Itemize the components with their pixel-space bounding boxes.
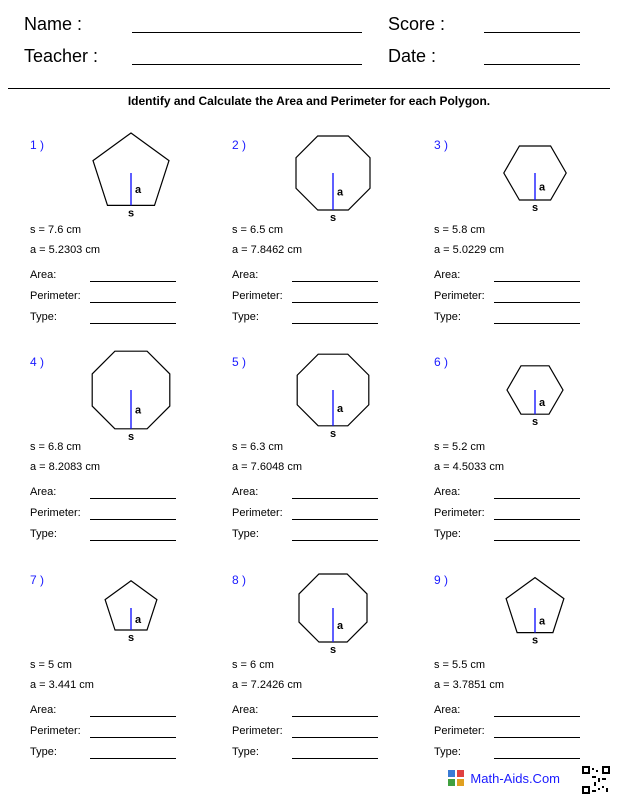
area-label: Area:	[232, 269, 259, 281]
polygon-figure	[76, 118, 186, 228]
area-label: Area:	[434, 704, 461, 716]
polygon-figure	[76, 335, 186, 445]
name-label: Name :	[24, 14, 83, 34]
problem-number: 1 )	[30, 138, 45, 152]
problem-number: 4 )	[30, 355, 45, 369]
footer-brand	[448, 770, 560, 786]
side-length: s = 6 cm	[232, 659, 274, 671]
perimeter-label: Perimeter:	[30, 725, 81, 737]
side-label: s	[532, 202, 539, 215]
apothem-length: a = 7.6048 cm	[232, 461, 303, 473]
side-length: s = 5.8 cm	[434, 224, 486, 236]
problem-number: 2 )	[232, 138, 247, 152]
type-answer-field[interactable]	[90, 540, 176, 541]
area-answer-field[interactable]	[494, 716, 580, 717]
score-label: Score :	[388, 14, 446, 34]
type-answer-field[interactable]	[292, 758, 378, 759]
perimeter-answer-field[interactable]	[90, 302, 176, 303]
apothem-label: a	[539, 615, 546, 628]
polygon-figure	[76, 553, 186, 663]
area-answer-field[interactable]	[494, 281, 580, 282]
area-label: Area:	[30, 486, 57, 498]
side-label: s	[532, 634, 539, 647]
apothem-length: a = 5.2303 cm	[30, 244, 101, 256]
side-label: s	[128, 430, 135, 443]
side-length: s = 6.8 cm	[30, 441, 82, 453]
type-label: Type:	[232, 746, 259, 758]
perimeter-answer-field[interactable]	[292, 519, 378, 520]
type-label: Type:	[434, 528, 461, 540]
problem-number: 9 )	[434, 573, 449, 587]
perimeter-label: Perimeter:	[232, 507, 283, 519]
perimeter-label: Perimeter:	[232, 290, 283, 302]
perimeter-label: Perimeter:	[30, 507, 81, 519]
perimeter-answer-field[interactable]	[494, 737, 580, 738]
polygon-figure	[480, 335, 590, 445]
apothem-label: a	[539, 181, 546, 194]
side-label: s	[128, 207, 135, 220]
type-label: Type:	[232, 311, 259, 323]
type-answer-field[interactable]	[90, 323, 176, 324]
problem-4	[30, 355, 230, 570]
side-length: s = 5 cm	[30, 659, 72, 671]
type-answer-field[interactable]	[292, 540, 378, 541]
perimeter-label: Perimeter:	[434, 725, 485, 737]
side-label: s	[128, 632, 135, 645]
area-label: Area:	[434, 269, 461, 281]
name-field[interactable]	[132, 32, 362, 33]
polygon-figure	[278, 335, 388, 445]
site-name: Math-Aids.Com	[470, 770, 560, 786]
type-label: Type:	[30, 528, 57, 540]
polygon-figure	[278, 118, 388, 228]
apothem-length: a = 3.441 cm	[30, 679, 94, 691]
type-answer-field[interactable]	[494, 758, 580, 759]
header-divider	[8, 88, 610, 89]
type-label: Type:	[434, 311, 461, 323]
perimeter-answer-field[interactable]	[292, 737, 378, 738]
problem-number: 7 )	[30, 573, 45, 587]
side-length: s = 6.5 cm	[232, 224, 284, 236]
apothem-length: a = 5.0229 cm	[434, 244, 505, 256]
teacher-field[interactable]	[132, 64, 362, 65]
area-label: Area:	[232, 704, 259, 716]
apothem-length: a = 8.2083 cm	[30, 461, 101, 473]
area-label: Area:	[30, 704, 57, 716]
area-answer-field[interactable]	[90, 281, 176, 282]
area-answer-field[interactable]	[292, 281, 378, 282]
apothem-length: a = 4.5033 cm	[434, 461, 505, 473]
apothem-label: a	[337, 619, 344, 632]
side-length: s = 5.2 cm	[434, 441, 486, 453]
problem-9	[434, 573, 618, 788]
apothem-label: a	[135, 614, 142, 627]
type-label: Type:	[232, 528, 259, 540]
perimeter-label: Perimeter:	[30, 290, 81, 302]
date-label: Date :	[388, 46, 437, 66]
problem-number: 5 )	[232, 355, 247, 369]
polygon-figure	[480, 553, 590, 663]
apothem-length: a = 7.2426 cm	[232, 679, 303, 691]
perimeter-label: Perimeter:	[232, 725, 283, 737]
perimeter-answer-field[interactable]	[494, 302, 580, 303]
side-length: s = 7.6 cm	[30, 224, 82, 236]
type-answer-field[interactable]	[494, 540, 580, 541]
problem-5	[232, 355, 432, 570]
area-label: Area:	[232, 486, 259, 498]
polygon-figure	[278, 553, 388, 663]
problem-2	[232, 138, 432, 353]
area-label: Area:	[30, 269, 57, 281]
problem-1	[30, 138, 230, 353]
side-label: s	[330, 211, 337, 224]
side-length: s = 6.3 cm	[232, 441, 284, 453]
apothem-label: a	[539, 397, 546, 410]
area-label: Area:	[434, 486, 461, 498]
apothem-length: a = 7.8462 cm	[232, 244, 303, 256]
area-answer-field[interactable]	[292, 498, 378, 499]
side-label: s	[330, 427, 337, 440]
side-label: s	[532, 416, 539, 429]
problem-3	[434, 138, 618, 353]
apothem-label: a	[337, 402, 344, 415]
problem-8	[232, 573, 432, 788]
area-answer-field[interactable]	[90, 716, 176, 717]
perimeter-answer-field[interactable]	[90, 519, 176, 520]
type-label: Type:	[30, 311, 57, 323]
apothem-label: a	[135, 404, 142, 417]
perimeter-label: Perimeter:	[434, 507, 485, 519]
area-answer-field[interactable]	[292, 716, 378, 717]
type-label: Type:	[30, 746, 57, 758]
type-answer-field[interactable]	[90, 758, 176, 759]
date-field[interactable]	[484, 64, 580, 65]
problem-number: 3 )	[434, 138, 449, 152]
perimeter-answer-field[interactable]	[494, 519, 580, 520]
qr-code-icon	[582, 766, 610, 794]
type-label: Type:	[434, 746, 461, 758]
polygon-figure	[480, 118, 590, 228]
calculator-icon	[448, 770, 464, 786]
problem-7	[30, 573, 230, 788]
teacher-label: Teacher :	[24, 46, 99, 66]
problem-number: 6 )	[434, 355, 449, 369]
apothem-label: a	[337, 186, 344, 199]
area-answer-field[interactable]	[90, 498, 176, 499]
side-label: s	[330, 643, 337, 656]
perimeter-answer-field[interactable]	[292, 302, 378, 303]
score-field[interactable]	[484, 32, 580, 33]
perimeter-answer-field[interactable]	[90, 737, 176, 738]
problem-6	[434, 355, 618, 570]
side-length: s = 5.5 cm	[434, 659, 486, 671]
problem-number: 8 )	[232, 573, 247, 587]
apothem-label: a	[135, 184, 142, 197]
area-answer-field[interactable]	[494, 498, 580, 499]
perimeter-label: Perimeter:	[434, 290, 485, 302]
type-answer-field[interactable]	[494, 323, 580, 324]
instructions: Identify and Calculate the Area and Perimeter for each Polygon.	[127, 94, 491, 108]
apothem-length: a = 3.7851 cm	[434, 679, 505, 691]
type-answer-field[interactable]	[292, 323, 378, 324]
